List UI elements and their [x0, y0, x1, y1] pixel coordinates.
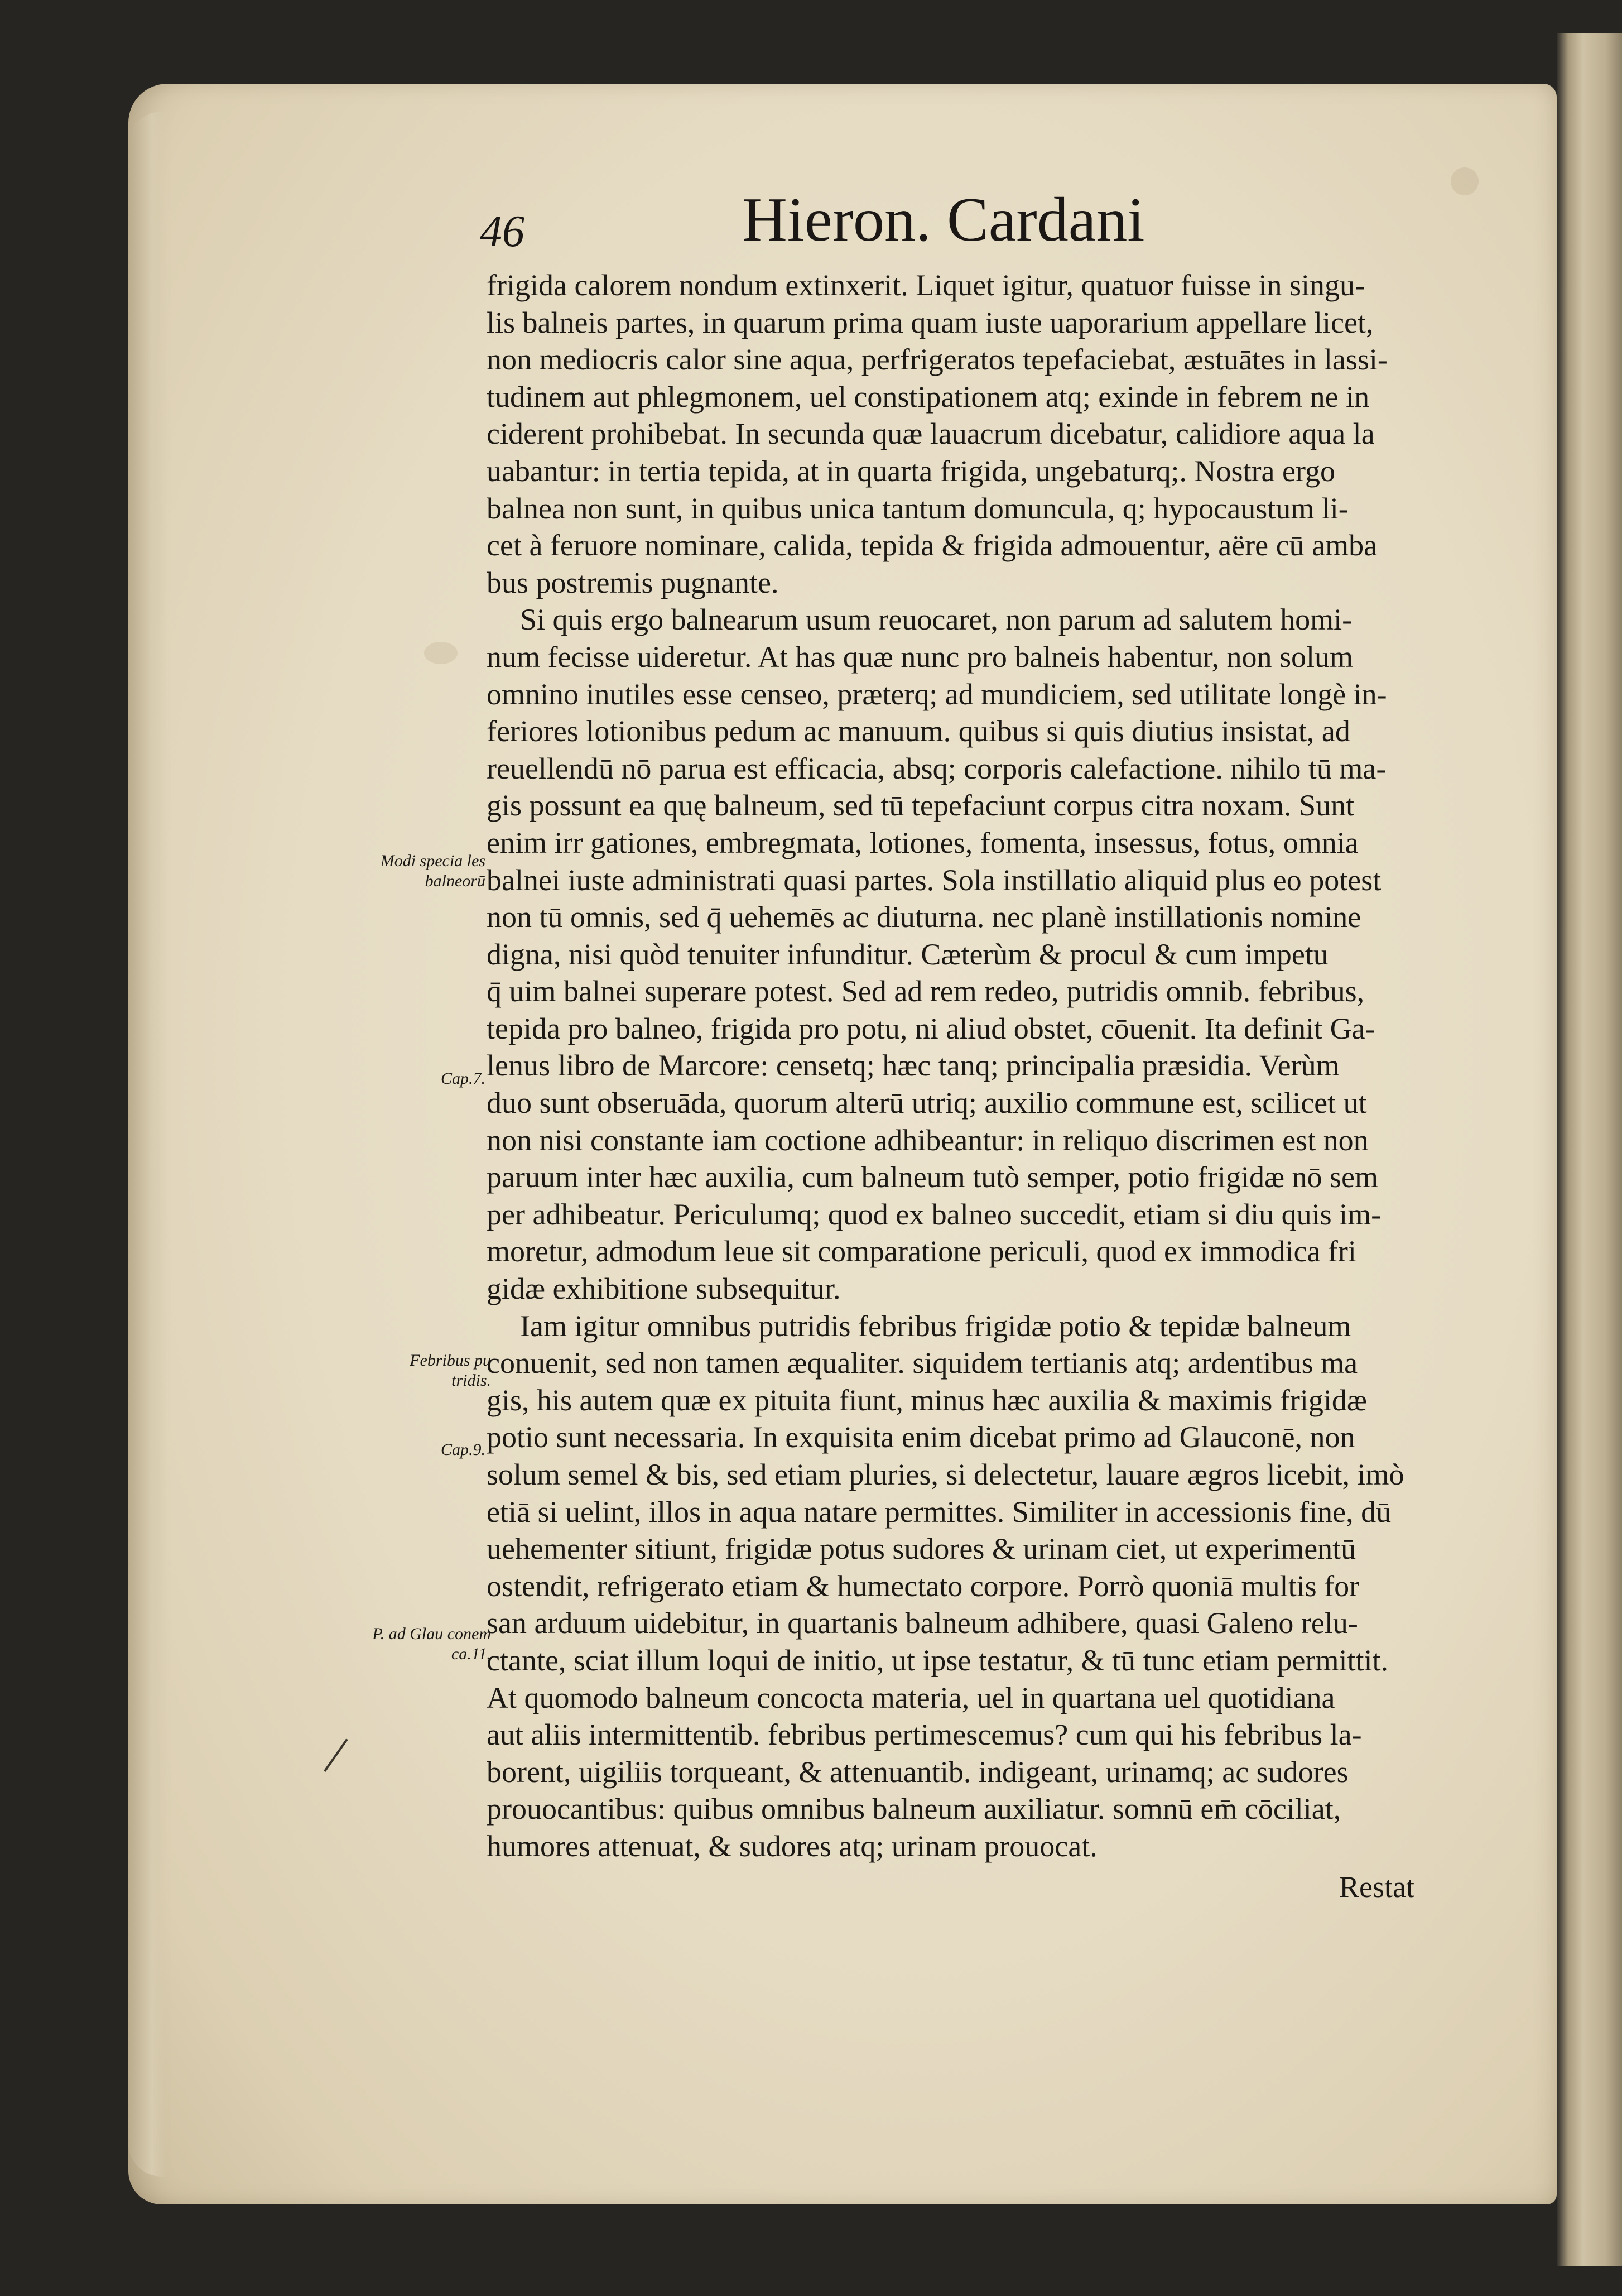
- text-line: potio sunt necessaria. In exquisita enim dicebat primo ad Glauconē, non: [487, 1420, 1355, 1454]
- text-line: gis, his autem quæ ex pituita fiunt, minus hæc auxilia & maximis frigidæ: [487, 1383, 1367, 1417]
- text-line: omnino inutiles esse censeo, præterq; ad mundiciem, sed utilitate longè in-: [487, 677, 1387, 711]
- text-line: tepida pro balneo, frigida pro potu, ni aliud obstet, cōuenit. Ita definit Ga-: [487, 1011, 1375, 1045]
- text-line: feriores lotionibus pedum ac manuum. quibus si quis diutius insistat, ad: [487, 714, 1350, 748]
- catchword: Restat: [1339, 1870, 1414, 1904]
- body-text: [487, 267, 1435, 1865]
- text-line: duo sunt obseruāda, quorum alterū utriq; auxilio commune est, scilicet ut: [487, 1086, 1367, 1120]
- text-line: aut aliis intermittentib. febribus pertimescemus? cum qui his febribus la-: [487, 1718, 1362, 1752]
- text-line: Si quis ergo balnearum usum reuocaret, non parum ad salutem homi-: [520, 603, 1353, 637]
- text-line: lis balneis partes, in quarum prima quam iuste uaporarium appellare licet,: [487, 305, 1374, 339]
- text-line: Iam igitur omnibus putridis febribus frigidæ potio & tepidæ balneum: [520, 1309, 1351, 1343]
- text-line: reuellendū nō parua est efficacia, absq; corporis calefactione. nihilo tū ma-: [487, 751, 1387, 785]
- text-line: balnei iuste administrati quasi partes. Sola instillatio aliquid plus eo potest: [487, 863, 1382, 897]
- text-line: paruum inter hæc auxilia, cum balneum tutò semper, potio frigidæ nō sem: [487, 1160, 1379, 1194]
- text-line: At quomodo balneum concocta materia, uel in quartana uel quotidiana: [487, 1680, 1335, 1714]
- text-line: solum semel & bis, sed etiam pluries, si delectetur, lauare ægros licebit, imò: [487, 1458, 1404, 1491]
- text-line: borent, uigiliis torqueant, & attenuantib. indigeant, urinamq; ac sudores: [487, 1755, 1349, 1789]
- adjacent-page-edge: [1557, 33, 1622, 2266]
- marginal-note: Modi specia les balneorū: [380, 852, 485, 890]
- text-line: san arduum uidebitur, in quartanis balneum adhibere, quasi Galeno relu-: [487, 1606, 1358, 1640]
- text-line: q̄ uim balnei superare potest. Sed ad rem redeo, putridis omnib. febribus,: [487, 974, 1365, 1008]
- text-line: conuenit, sed non tamen æqualiter. siquidem tertianis atq; ardentibus ma: [487, 1346, 1358, 1380]
- text-line: enim irr gationes, embregmata, lotiones, fomenta, insessus, fotus, omnia: [487, 825, 1359, 859]
- paper-stain: [1451, 167, 1479, 195]
- text-line: lenus libro de Marcore: censetq; hæc tanq; principalia præsidia. Verùm: [487, 1049, 1340, 1083]
- text-line: etiā si uelint, illos in aqua natare permittes. Similiter in accessionis fine, dū: [487, 1495, 1392, 1529]
- text-line: prouocantibus: quibus omnibus balneum auxiliatur. somnū em̄ cōciliat,: [487, 1792, 1341, 1826]
- text-line: ostendit, refrigerato etiam & humectato corpore. Porrò quoniā multis for: [487, 1569, 1360, 1603]
- text-line: ctante, sciat illum loqui de initio, ut ipse testatur, & tū tunc etiam permittit.: [487, 1643, 1389, 1677]
- text-line: tudinem aut phlegmonem, uel constipationem atq; exinde in febrem ne in: [487, 380, 1370, 414]
- text-line: non mediocris calor sine aqua, perfrigeratos tepefaciebat, æstuātes in lassi-: [487, 343, 1388, 377]
- marginal-note: P. ad Glau conem ca.11.: [372, 1625, 491, 1663]
- page-number: 46: [480, 207, 524, 256]
- text-line: non tū omnis, sed q̄ uehemēs ac diuturna. nec planè instillationis nomine: [487, 900, 1361, 934]
- text-line: per adhibeatur. Periculumq; quod ex balneo succedit, etiam si diu quis im-: [487, 1197, 1382, 1231]
- running-title: Hieron. Cardani: [742, 185, 1145, 254]
- paper-stain: [424, 642, 458, 664]
- text-line: bus postremis pugnante.: [487, 565, 779, 599]
- text-line: ciderent prohibebat. In secunda quæ lauacrum dicebatur, calidiore aqua la: [487, 417, 1375, 451]
- page-header: [480, 184, 1228, 268]
- text-line: humores attenuat, & sudores atq; urinam prouocat.: [487, 1829, 1098, 1863]
- text-line: moretur, admodum leue sit comparatione periculi, quod ex immodica fri: [487, 1235, 1356, 1269]
- text-line: cet à feruore nominare, calida, tepida & frigida admouentur, aëre cū amba: [487, 529, 1378, 563]
- text-line: uabantur: in tertia tepida, at in quarta frigida, ungebaturq;. Nostra ergo: [487, 454, 1335, 488]
- marginal-note: Febribus pu tridis.: [410, 1351, 491, 1390]
- text-line: non nisi constante iam coctione adhibeantur: in reliquo discrimen est non: [487, 1123, 1369, 1157]
- text-line: digna, nisi quòd tenuiter infunditur. Cæterùm & procul & cum impetu: [487, 937, 1329, 971]
- marginal-note: Cap.9.: [440, 1440, 485, 1459]
- text-line: gis possunt ea quę balneum, sed tū tepefaciunt corpus citra noxam. Sunt: [487, 789, 1355, 823]
- page-gutter-shadow: [128, 112, 167, 2177]
- text-line: uehementer sitiunt, frigidæ potus sudores & urinam ciet, ut experimentū: [487, 1532, 1356, 1566]
- text-line: frigida calorem nondum extinxerit. Liquet igitur, quatuor fuisse in singu-: [487, 268, 1365, 302]
- text-line: balnea non sunt, in quibus unica tantum domuncula, q; hypocaustum li-: [487, 491, 1349, 525]
- text-line: gidæ exhibitione subsequitur.: [487, 1272, 841, 1306]
- marginal-note: Cap.7.: [440, 1069, 485, 1088]
- text-line: num fecisse uideretur. At has quæ nunc pro balneis habentur, non solum: [487, 640, 1354, 674]
